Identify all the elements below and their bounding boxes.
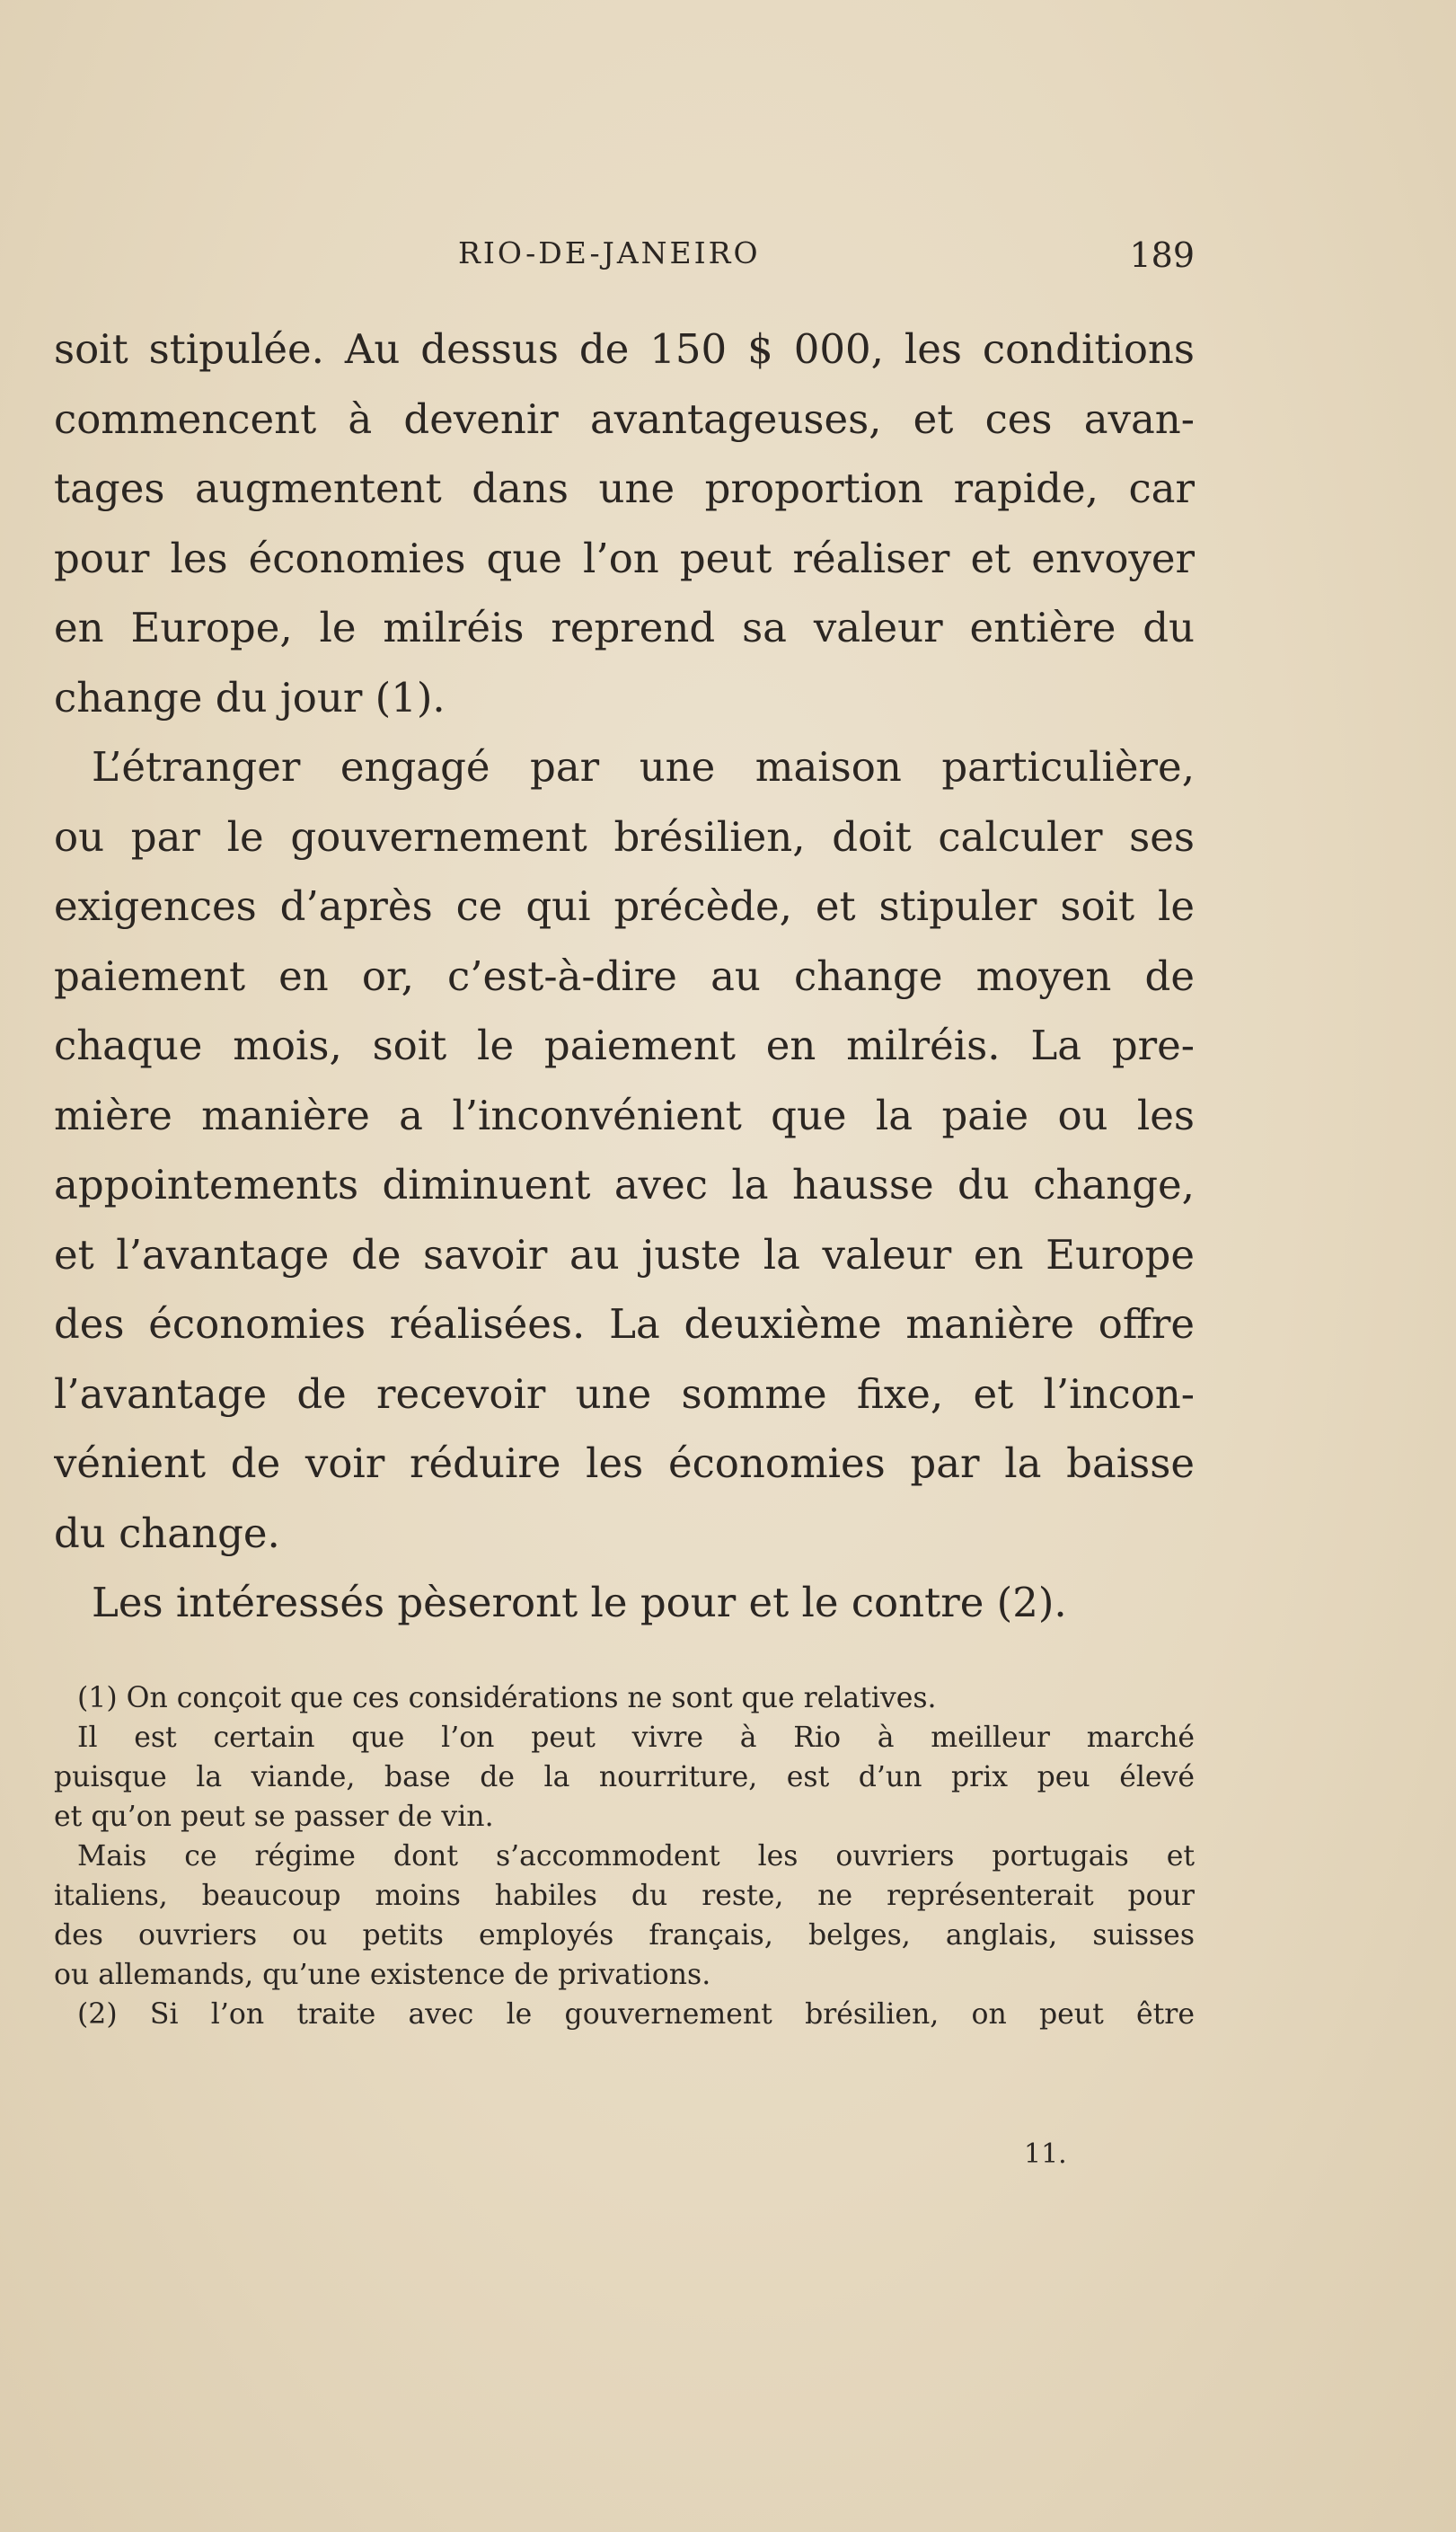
- body-line: soit stipulée. Au dessus de 150 $ 000, les conditions: [54, 325, 1195, 373]
- footnote-line: puisque la viande, base de la nourriture, est d’un prix peu élevé: [54, 1761, 1195, 1793]
- body-line: tages augmentent dans une proportion rapide, car: [54, 465, 1195, 512]
- running-title: RIO-DE-JANEIRO: [458, 235, 761, 270]
- footnote-line: ou allemands, qu’une existence de privations.: [54, 1959, 711, 1991]
- footnote-line: Il est certain que l’on peut vivre à Rio à meilleur marché: [77, 1722, 1195, 1754]
- footnote-line: et qu’on peut se passer de vin.: [54, 1801, 494, 1833]
- body-line: du change.: [54, 1509, 280, 1557]
- body-line: paiement en or, c’est-à-dire au change moyen de: [54, 952, 1195, 1000]
- footnote-line: (1) On conçoit que ces considérations ne sont que relatives.: [77, 1682, 937, 1714]
- footnotes: [54, 1678, 1195, 2034]
- body-line: en Europe, le milréis reprend sa valeur entière du: [54, 604, 1195, 651]
- body-line: Les intéressés pèseront le pour et le contre (2).: [92, 1579, 1067, 1626]
- body-line: et l’avantage de savoir au juste la valeur en Europe: [54, 1230, 1195, 1279]
- body-line: commencent à devenir avantageuses, et ces avan-: [54, 394, 1195, 443]
- body-text: [54, 314, 1195, 1638]
- body-line: l’avantage de recevoir une somme fixe, et l’incon-: [54, 1369, 1195, 1418]
- page-number: 189: [1129, 235, 1195, 275]
- footnote-line: italiens, beaucoup moins habiles du reste, ne représenterait pour: [54, 1880, 1195, 1912]
- body-line: mière manière a l’inconvénient que la paie ou les: [54, 1091, 1195, 1139]
- body-line: appointements diminuent avec la hausse du change,: [54, 1161, 1195, 1208]
- signature-mark: 11.: [1024, 2138, 1067, 2170]
- body-line: pour les économies que l’on peut réaliser et envoyer: [54, 534, 1195, 582]
- body-line: ou par le gouvernement brésilien, doit calculer ses: [54, 812, 1195, 861]
- body-line: exigences d’après ce qui précède, et stipuler soit le: [54, 882, 1195, 930]
- footnote-line: des ouvriers ou petits employés français, belges, anglais, suisses: [54, 1919, 1195, 1952]
- footnote-line: (2) Si l’on traite avec le gouvernement brésilien, on peut être: [77, 1998, 1195, 2031]
- body-line: change du jour (1).: [54, 673, 446, 722]
- footnote-line: Mais ce régime dont s’accommodent les ouvriers portugais et: [77, 1840, 1195, 1872]
- body-line: L’étranger engagé par une maison particulière,: [92, 743, 1195, 791]
- body-line: chaque mois, soit le paiement en milréis. La pre-: [54, 1022, 1195, 1069]
- running-head: [54, 235, 1195, 280]
- body-line: des économies réalisées. La deuxième manière offre: [54, 1300, 1195, 1348]
- body-line: vénient de voir réduire les économies par la baisse: [54, 1439, 1195, 1487]
